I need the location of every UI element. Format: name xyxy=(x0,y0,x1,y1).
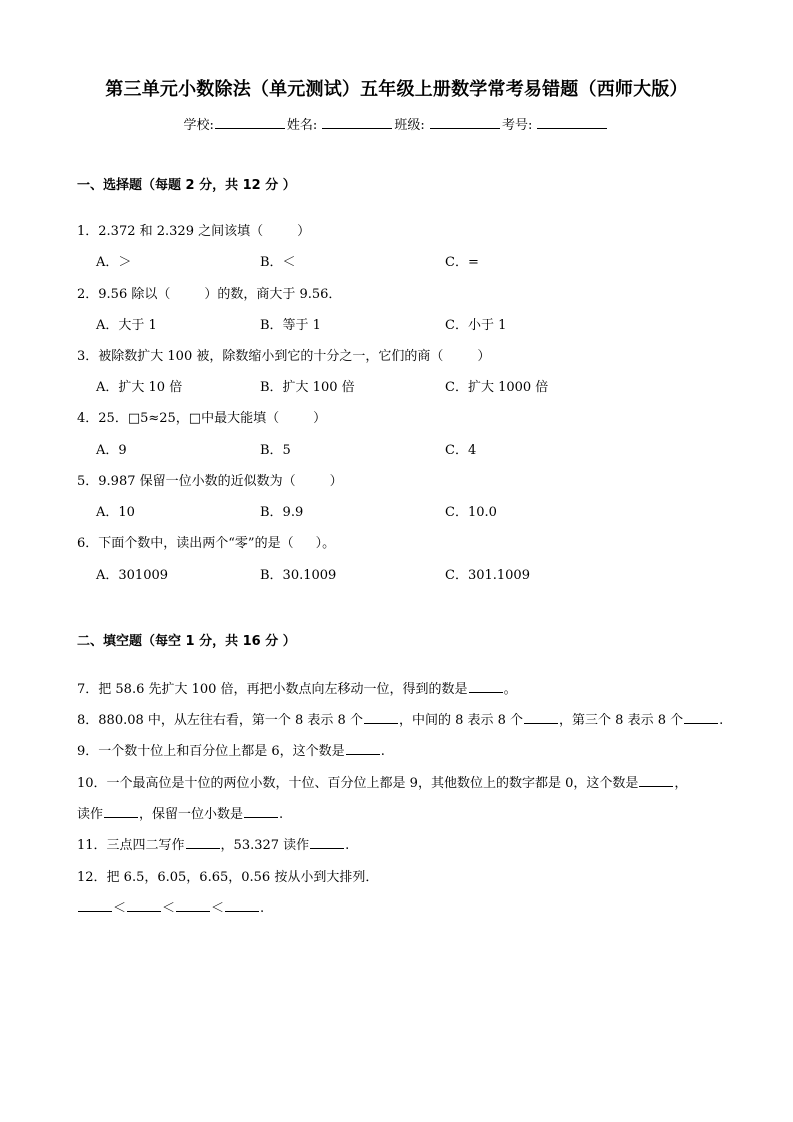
question-text: 7．把 58.6 先扩大 100 倍，再把小数点向左移动一位，得到的数是 xyxy=(77,682,468,697)
question-11 xyxy=(77,834,349,853)
question-text: ，53.327 读作 xyxy=(220,838,310,853)
question-text: 读作 xyxy=(77,807,104,822)
less-than-sign: ＜ xyxy=(162,901,176,916)
option-c[interactable]: C．扩大 1000 倍 xyxy=(445,380,549,395)
question-text: 8．880.08 中，从左往右看，第一个 8 表示 8 个 xyxy=(77,713,363,728)
option-c[interactable]: C．= xyxy=(445,255,479,270)
question-text: 3．被除数扩大 100 被，除数缩小到它的十分之一，它们的商（ xyxy=(77,349,444,364)
question-text-end: ） xyxy=(297,224,311,239)
question-text-end: ）。 xyxy=(315,536,336,551)
less-than-sign: ＜ xyxy=(211,901,225,916)
section-title-fill: 二、填空题（每空 1 分，共 16 分 ） xyxy=(77,634,296,649)
answer-blank[interactable] xyxy=(310,837,344,849)
answer-blank[interactable] xyxy=(104,806,138,818)
question-text: ，中间的 8 表示 8 个 xyxy=(398,713,524,728)
question-text: 2．9.56 除以（ xyxy=(77,287,171,302)
option-a[interactable]: A．＞ xyxy=(96,255,132,270)
question-10 xyxy=(77,772,687,791)
question-7 xyxy=(77,678,517,697)
answer-blank[interactable] xyxy=(364,712,398,724)
question-text-end: 。 xyxy=(503,682,517,697)
question-2 xyxy=(77,283,341,302)
answer-blank[interactable] xyxy=(346,743,380,755)
class-label: 班级: xyxy=(394,118,425,133)
question-12 xyxy=(77,866,378,885)
answer-blank[interactable] xyxy=(186,837,220,849)
question-5 xyxy=(77,470,343,489)
school-blank[interactable] xyxy=(215,116,285,129)
answer-blank[interactable] xyxy=(225,900,259,912)
answer-blank[interactable] xyxy=(639,775,673,787)
student-info-line xyxy=(0,114,793,133)
question-text-end: ） xyxy=(477,349,491,364)
option-a[interactable]: A．301009 xyxy=(96,568,169,583)
question-text: 1．2.372 和 2.329 之间该填（ xyxy=(77,224,264,239)
option-b[interactable]: B．等于 1 xyxy=(260,318,321,333)
question-text-end: . xyxy=(345,838,350,853)
question-text-end: ） xyxy=(313,411,327,426)
question-text-end: . xyxy=(719,713,724,728)
option-a[interactable]: A．9 xyxy=(96,443,127,458)
option-a[interactable]: A．10 xyxy=(96,505,135,520)
question-text: ， xyxy=(674,776,688,791)
question-9 xyxy=(77,740,385,759)
question-8 xyxy=(77,709,723,728)
less-than-sign: ＜ xyxy=(113,901,127,916)
question-6 xyxy=(77,532,335,551)
question-text-end: . xyxy=(260,901,265,916)
option-c[interactable]: C．10.0 xyxy=(445,505,497,520)
name-blank[interactable] xyxy=(322,116,392,129)
question-text: 9．一个数十位上和百分位上都是 6，这个数是 xyxy=(77,744,345,759)
answer-blank[interactable] xyxy=(524,712,558,724)
question-text-end: ） xyxy=(329,474,343,489)
page-title: 第三单元小数除法（单元测试）五年级上册数学常考易错题（西师大版） xyxy=(105,79,688,100)
class-blank[interactable] xyxy=(430,116,500,129)
option-a[interactable]: A．扩大 10 倍 xyxy=(96,380,183,395)
option-b[interactable]: B．5 xyxy=(260,443,291,458)
answer-blank[interactable] xyxy=(684,712,718,724)
option-b[interactable]: B．扩大 100 倍 xyxy=(260,380,355,395)
question-4 xyxy=(77,407,326,426)
school-label: 学校: xyxy=(183,118,214,133)
answer-blank[interactable] xyxy=(244,806,278,818)
question-1 xyxy=(77,220,310,239)
answer-blank[interactable] xyxy=(469,681,503,693)
answer-blank[interactable] xyxy=(176,900,210,912)
question-text: 6．下面个数中，读出两个“零”的是（ xyxy=(77,536,294,551)
question-3 xyxy=(77,345,490,364)
option-c[interactable]: C．4 xyxy=(445,443,477,458)
question-12-answer xyxy=(77,897,264,916)
question-text: ，第三个 8 表示 8 个 xyxy=(559,713,684,728)
question-text: 4．25．□5≈25，□中最大能填（ xyxy=(77,411,280,426)
option-b[interactable]: B．＜ xyxy=(260,255,296,270)
question-text: 12．把 6.5，6.05，6.65，0.56 按从小到大排列． xyxy=(77,870,379,885)
option-c[interactable]: C．301.1009 xyxy=(445,568,530,583)
answer-blank[interactable] xyxy=(78,900,112,912)
question-10-cont xyxy=(77,803,283,822)
number-blank[interactable] xyxy=(537,116,607,129)
question-text: 5．9.987 保留一位小数的近似数为（ xyxy=(77,474,296,489)
answer-blank[interactable] xyxy=(127,900,161,912)
question-text-end: . xyxy=(279,807,284,822)
question-text: 10．一个最高位是十位的两位小数，十位、百分位上都是 9，其他数位上的数字都是 0，这个数是 xyxy=(77,776,639,791)
option-c[interactable]: C．小于 1 xyxy=(445,318,507,333)
option-a[interactable]: A．大于 1 xyxy=(96,318,157,333)
question-text: 11．三点四二写作 xyxy=(77,838,185,853)
option-b[interactable]: B．9.9 xyxy=(260,505,304,520)
section-title-choice: 一、选择题（每题 2 分，共 12 分 ） xyxy=(77,178,296,193)
question-text: ，保留一位小数是 xyxy=(139,807,244,822)
name-label: 姓名: xyxy=(286,118,318,133)
question-text-end: . xyxy=(380,744,385,759)
option-b[interactable]: B．30.1009 xyxy=(260,568,337,583)
question-text-end: ）的数，商大于 9.56． xyxy=(204,287,342,302)
number-label: 考号: xyxy=(501,118,533,133)
